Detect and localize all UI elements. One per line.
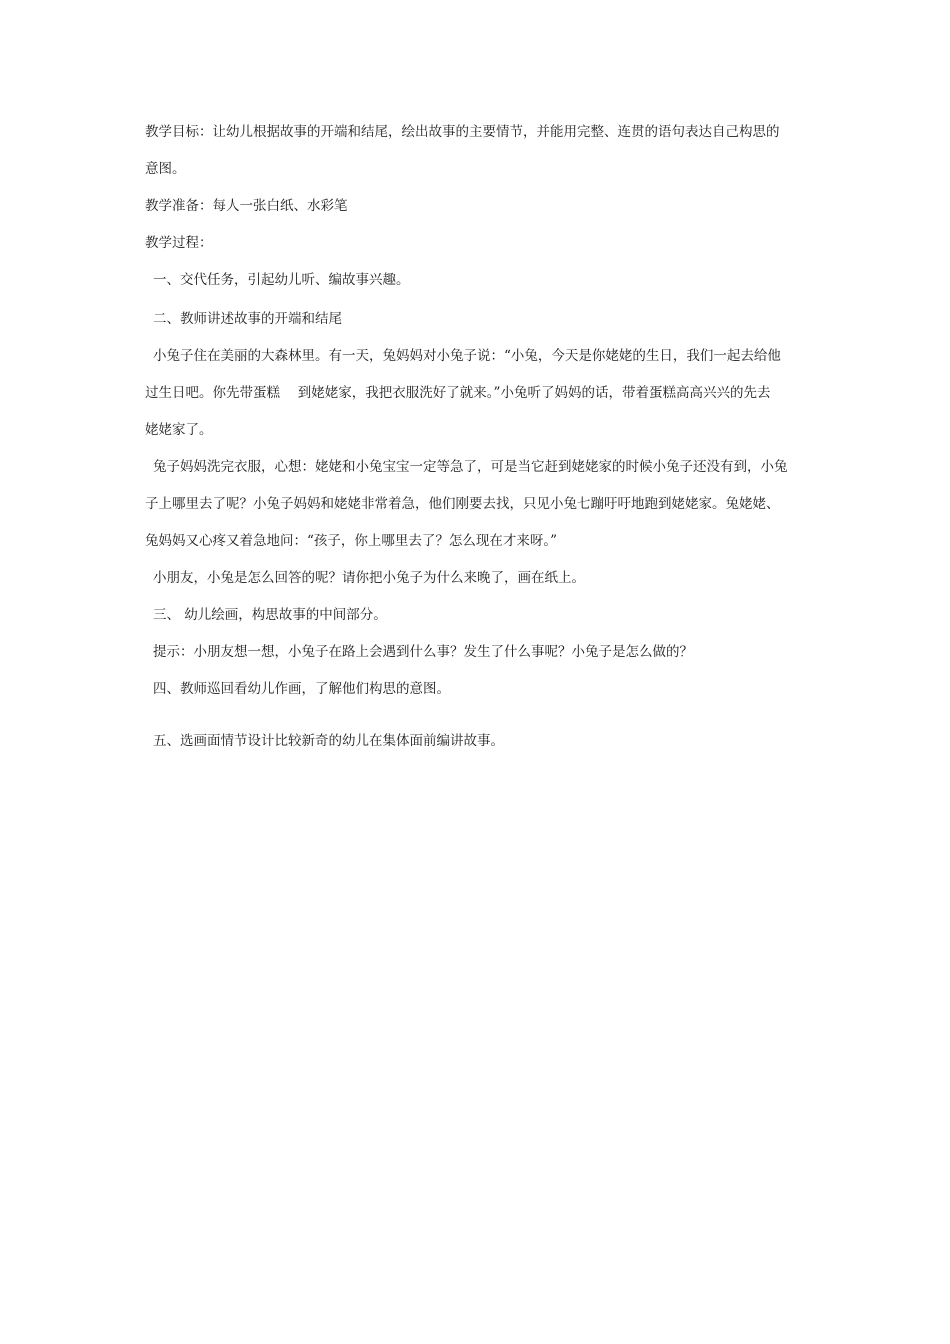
step-1: 一、交代任务，引起幼儿听、编故事兴趣。 — [153, 272, 410, 288]
story-question: 小朋友，小兔是怎么回答的呢？请你把小兔子为什么来晚了，画在纸上。 — [153, 570, 585, 586]
story-paragraph-2-line-1: 兔子妈妈洗完衣服，心想：姥姥和小兔宝宝一定等急了，可是当它赶到姥姥家的时候小兔子还没有到，小兔 — [153, 459, 788, 475]
story-paragraph-2-line-3: 兔妈妈又心疼又着急地问：“孩子，你上哪里去了？怎么现在才来呀。” — [145, 533, 558, 549]
teaching-process-heading: 教学过程： — [145, 235, 213, 251]
story-paragraph-1-line-2: 过生日吧。你先带蛋糕 到姥姥家，我把衣服洗好了就来。”小兔听了妈妈的话，带着蛋糕高高兴兴的先去 — [145, 385, 771, 401]
drawing-hint: 提示：小朋友想一想，小兔子在路上会遇到什么事？发生了什么事呢？小兔子是怎么做的？ — [153, 644, 693, 660]
teaching-goal-line-2: 意图。 — [145, 161, 186, 177]
story-paragraph-1-line-1: 小兔子住在美丽的大森林里。有一天，兔妈妈对小兔子说：“小兔，今天是你姥姥的生日，我们一起去给他 — [153, 348, 781, 364]
teaching-preparation: 教学准备：每人一张白纸、水彩笔 — [145, 198, 348, 214]
step-4: 四、教师巡回看幼儿作画，了解他们构思的意图。 — [153, 681, 450, 697]
step-3: 三、 幼儿绘画，构思故事的中间部分。 — [153, 607, 387, 623]
step-2: 二、教师讲述故事的开端和结尾 — [153, 311, 342, 327]
step-5: 五、选画面情节设计比较新奇的幼儿在集体面前编讲故事。 — [153, 733, 504, 749]
story-paragraph-1-line-3: 姥姥家了。 — [145, 422, 213, 438]
lesson-plan-body — [145, 122, 813, 752]
story-paragraph-2-line-2: 子上哪里去了呢？小兔子妈妈和姥姥非常着急，他们刚要去找，只见小兔七蹦吁吁地跑到姥姥家。兔姥姥、 — [145, 496, 780, 512]
teaching-goal-line-1: 教学目标：让幼儿根据故事的开端和结尾，绘出故事的主要情节，并能用完整、连贯的语句表达自己构思的 — [145, 124, 780, 140]
